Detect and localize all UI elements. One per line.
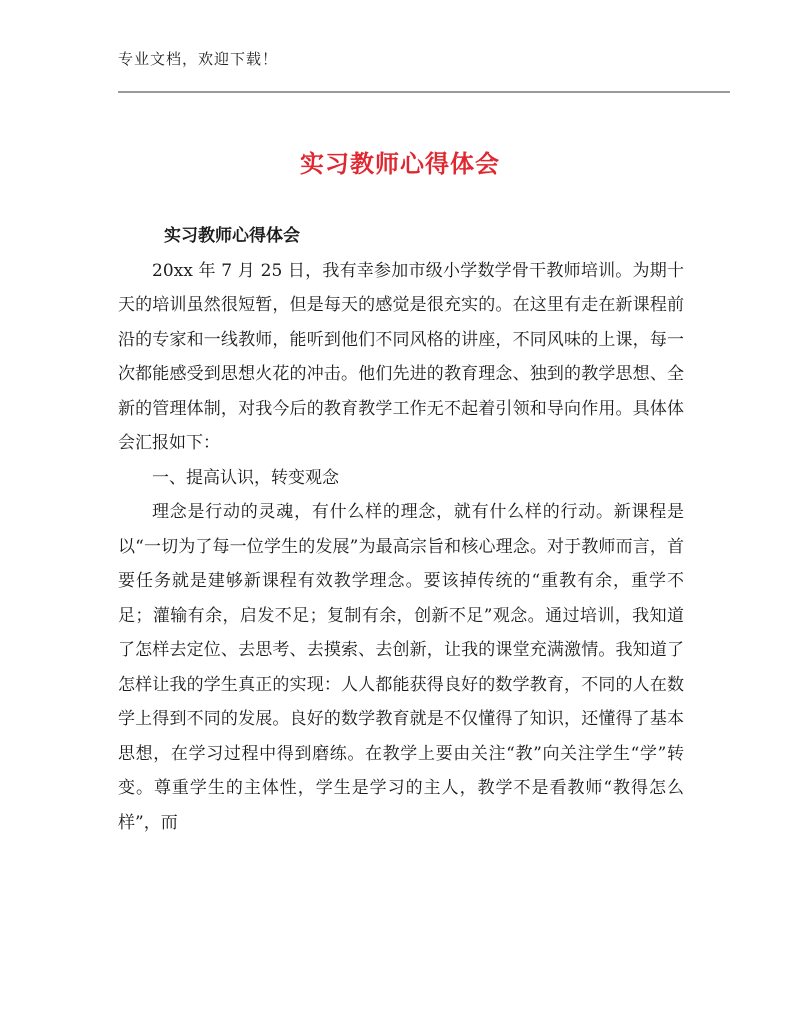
header-note: 专业文档，欢迎下载！	[118, 50, 279, 68]
section-heading-1: 一、提高认识，转变观念	[152, 467, 339, 488]
section-paragraph-1: 理念是行动的灵魂，有什么样的理念，就有什么样的行动。新课程是以“一切为了每一位学生的发展”为最高宗旨和核心理念。对于教师而言，首要任务就是建够新课程有效教学理念。要该掉传统的“重教有余，重学不足；灌输有余，启发不足；复制有余，创新不足”观念。通过培训，我知道了怎样去定位、去思考、去摸索、去创新，让我的课堂充满激情。我知道了怎样让我的学生真正的实现：人人都能获得良好的数学教育，不同的人在数学上得到不同的发展。良好的数学教育就是不仅懂得了知识，还懂得了基本思想，在学习过程中得到磨练。在教学上要由关注“教”向关注学生“学”转变。尊重学生的主体性，学生是学习的主人，教学不是看教师“教得怎么样”，而	[118, 502, 684, 833]
intro-paragraph: 20xx 年 7 月 25 日，我有幸参加市级小学数学骨干教师培训。为期十天的培训虽然很短暂，但是每天的感觉是很充实的。在这里有走在新课程前沿的专家和一线教师，能听到他们不同风格的讲座，不同风味的上课，每一次都能感受到思想火花的冲击。他们先进的教育理念、独到的教学思想、全新的管理体制，对我今后的教育教学工作无不起着引领和导向作用。具体体会汇报如下：	[118, 260, 684, 453]
document-body	[118, 219, 684, 840]
document-subtitle: 实习教师心得体会	[164, 226, 300, 246]
header-divider	[118, 91, 730, 93]
document-title: 实习教师心得体会	[300, 149, 500, 178]
